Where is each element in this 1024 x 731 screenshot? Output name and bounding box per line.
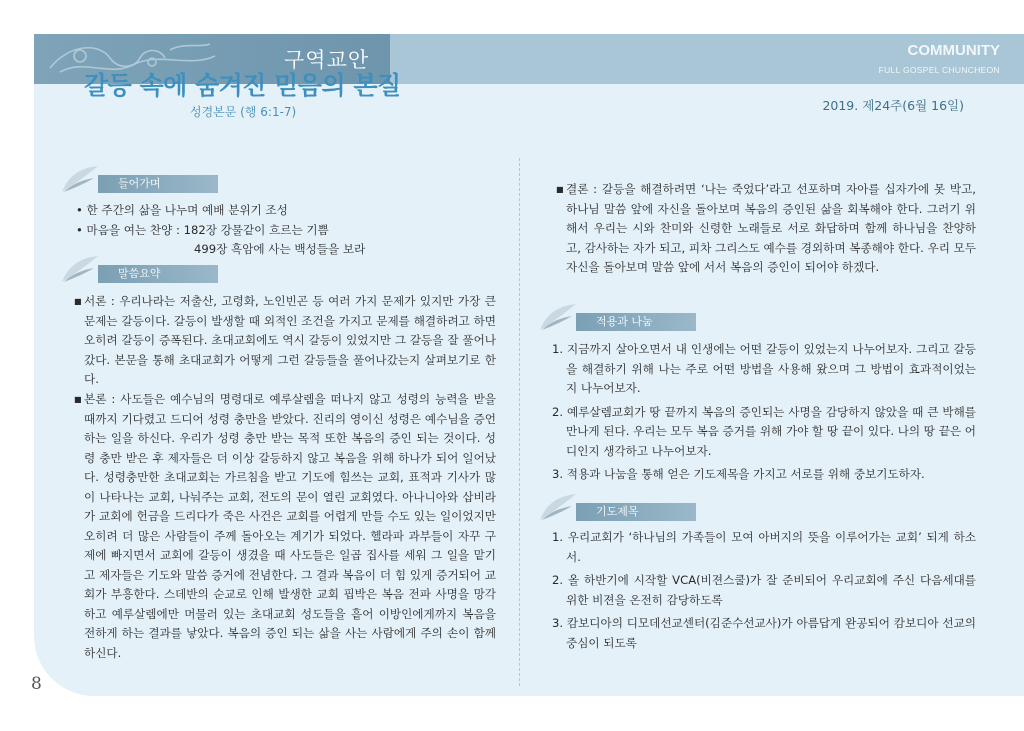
summary-body-text: 본론 : 사도들은 예수님의 명령대로 예루살렘을 떠나지 않고 성령의 능력을 받을 때까지 기다렸고 드디어 성령 충만을 받았다. 진리의 영이신 성령은 예수님을 증언하는 일을 하신다. 우리가 성령 충만 받는 목적 또한 복음의 증인 되는 것이다. 성령 충만 받은 후 제자들은 더 이상 갈등하지 않고 복음을 위해 하나가 되어 일어났다. 성령충만한 초대교회는 가르침을 받고 기도에 힘쓰는 교회, 표적과 기사가 많이 나타나는 교회, 나눠주는 교회, 전도의 문이 열린 교회였다. 아나니아와 삽비라가 교회에 헌금을 드리다가 죽은 사건은 교회를 어렵게 만들 수도 있는 일이었지만 오히려 더 많은 사람들이 주께 돌아오는 계기가 되었다. 헬라파 과부들이 자꾸 구제에 빠지면서 교회에 갈등이 생겼을 때 사도들은 일곱 집사를 세워 그 일을 맡기고 제자들은 기도와 말씀 증거에 전념한다. 그 결과 복음이 더 힘 있게 증거되어 교회가 부흥한다. 스데반의 순교로 인해 발생한 교회 핍박은 복음 전파 사명을 망각하고 예루살렘에만 머물러 있는 초대교회 성도들을 흩어 이방인에게까지 복음을 전하게 하는 결과를 낳았다. 복음의 증인 되는 삶을 사는 사람에게 주의 손이 함께 하신다. (84, 392, 496, 660)
summary-heading-label: 말씀요약 (98, 265, 218, 283)
square-bullet-icon: ■ (556, 185, 564, 194)
intro-body (76, 201, 506, 260)
leaf-icon (60, 164, 102, 194)
page-title: 갈등 속에 숨겨진 믿음의 본질 (84, 71, 401, 100)
column-divider (519, 158, 520, 686)
square-bullet-icon: ■ (74, 297, 82, 306)
intro-line: 499장 흑암에 사는 백성들을 보라 (194, 242, 366, 256)
sharing-item: 1. 지금까지 살아오면서 내 인생에는 어떤 갈등이 있었는지 나누어보자. 그리고 갈등을 해결하기 위해 나는 주로 어떤 방법을 사용해 왔으며 그 방법이 효과적이었는지 나누어보자. (552, 342, 976, 395)
summary-body (74, 390, 496, 663)
summary-intro (74, 292, 496, 390)
brand (879, 42, 1000, 75)
summary-conclusion (556, 180, 976, 278)
brand-title: COMMUNITY (907, 42, 1000, 59)
sharing-list (552, 340, 976, 485)
prayer-item: 1. 우리교회가 ‘하나님의 가족들이 모여 아버지의 뜻을 이루어가는 교회’ 되게 하소서. (552, 530, 976, 564)
sharing-item: 3. 적용과 나눔을 통해 얻은 기도제목을 가지고 서로를 위해 중보기도하자. (552, 467, 925, 481)
section-title: 구역교안 (284, 48, 370, 72)
leaf-icon (538, 302, 580, 332)
leaf-icon (60, 254, 102, 284)
intro-heading-label: 들어가며 (98, 175, 218, 193)
summary-intro-text: 서론 : 우리나라는 저출산, 고령화, 노인빈곤 등 여러 가지 문제가 있지만 가장 큰 문제는 갈등이다. 갈등이 발생할 때 외적인 조건을 가지고 문제를 해결하려고 하면 오히려 갈등이 증폭된다. 초대교회에도 역시 갈등이 있었지만 그 갈등을 잘 풀어나갔다. 본문을 통해 초대교회가 어떻게 그런 갈등들을 풀어나갔는지 살펴보기로 한다. (84, 294, 496, 386)
prayer-heading-label: 기도제목 (576, 503, 696, 521)
page-number: 8 (31, 674, 42, 694)
intro-line: • 한 주간의 삶을 나누며 예배 분위기 조성 (76, 203, 288, 217)
prayer-list (552, 528, 976, 653)
brand-subtitle: FULL GOSPEL CHUNCHEON (878, 65, 1000, 75)
sharing-item: 2. 예루살렘교회가 땅 끝까지 복음의 증인되는 사명을 감당하지 않았을 때 큰 박해를 만나게 된다. 우리는 모두 복음 증거를 위해 가야 할 땅 끝이 있다. 나의 땅 끝은 어디인지 생각하고 나누어보자. (552, 404, 976, 458)
leaf-icon (538, 492, 580, 522)
date: 2019. 제24주(6월 16일) (822, 98, 964, 113)
intro-line: • 마음을 여는 찬양 : 182장 강물같이 흐르는 기쁨 (76, 222, 329, 237)
prayer-item: 3. 캄보디아의 디모데선교센터(김준수선교사)가 아름답게 완공되어 캄보디아 선교의 중심이 되도록 (552, 616, 976, 650)
conclusion-text: 결론 : 갈등을 해결하려면 ‘나는 죽었다’라고 선포하며 자아를 십자가에 못 박고, 하나님 말씀 앞에 자신을 돌아보며 복음의 증인된 삶을 회복해야 한다. 그러기 위해서 우리는 시와 찬미와 신령한 노래들로 서로 화답하며 함께 하나님을 찬양하고, 감사하는 자가 되고, 피차 그리스도 예수를 경외하며 복종해야 한다. 우리 모두 자신을 돌아보며 말씀 앞에 서서 복음의 증인이 되어야 하겠다. (566, 182, 976, 274)
prayer-item: 2. 올 하반기에 시작할 VCA(비젼스쿨)가 잘 준비되어 우리교회에 주신 다음세대를 위한 비젼을 온전히 감당하도록 (552, 573, 976, 607)
square-bullet-icon: ■ (74, 395, 82, 404)
sharing-heading-label: 적용과 나눔 (576, 313, 696, 331)
scripture-reference: 성경본문 (행 6:1-7) (190, 105, 297, 119)
